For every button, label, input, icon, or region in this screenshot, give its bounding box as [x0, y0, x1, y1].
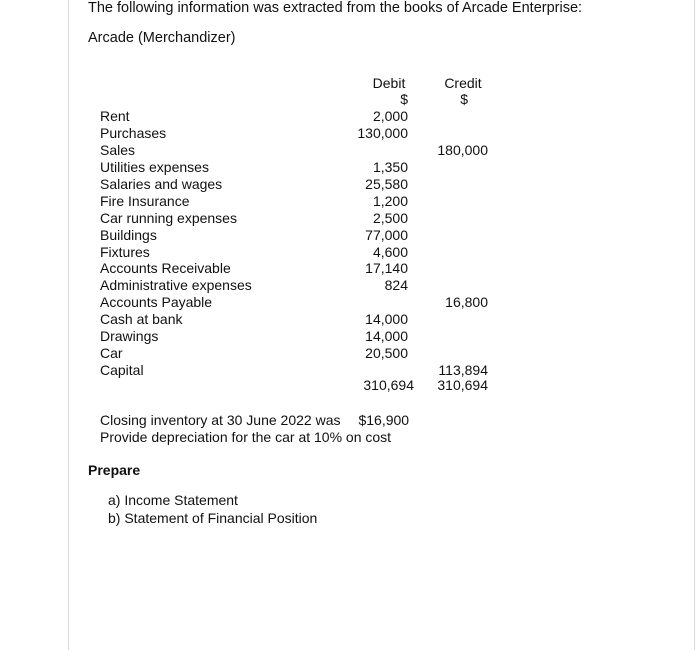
- debit-amount: 20,500: [365, 345, 408, 362]
- debit-amount: 25,580: [365, 175, 408, 192]
- debit-column-header: Debit: [372, 75, 406, 91]
- account-label: Rent: [100, 108, 130, 124]
- credit-currency-symbol: $: [460, 91, 468, 107]
- table-row: [100, 159, 500, 176]
- debit-amount: 2,500: [372, 209, 408, 226]
- totals-row: [100, 377, 500, 395]
- prepare-task-item: b) Statement of Financial Position: [108, 510, 318, 526]
- closing-inventory-amount: $16,900: [358, 412, 410, 428]
- closing-inventory-text: Closing inventory at 30 June 2022 was: [100, 412, 341, 428]
- debit-amount: 14,000: [365, 328, 408, 345]
- account-label: Salaries and wages: [100, 175, 223, 192]
- account-label: Drawings: [100, 328, 159, 345]
- credit-amount: 113,894: [438, 362, 488, 379]
- table-row: [100, 311, 500, 328]
- table-row: [100, 345, 500, 362]
- account-label: Car: [100, 345, 123, 362]
- account-label: Administrative expenses: [100, 277, 252, 294]
- account-label: Purchases: [100, 124, 167, 141]
- debit-total: 310,694: [363, 377, 414, 393]
- table-row: [100, 210, 500, 227]
- prepare-task-item: a) Income Statement: [108, 492, 238, 508]
- table-row: [100, 142, 500, 159]
- debit-amount: 1,200: [372, 192, 408, 209]
- debit-amount: 824: [384, 277, 408, 294]
- table-row: [100, 294, 500, 311]
- debit-amount: 1,350: [372, 158, 408, 175]
- debit-amount: 77,000: [365, 226, 408, 243]
- credit-column-header: Credit: [444, 75, 482, 91]
- table-row: [100, 108, 500, 125]
- account-label: Car running expenses: [100, 209, 237, 226]
- table-row: [100, 125, 500, 142]
- table-row: [100, 244, 500, 261]
- debit-currency-symbol: $: [400, 91, 408, 107]
- prepare-heading: Prepare: [88, 462, 141, 478]
- depreciation-note: Provide depreciation for the car at 10% on cost: [100, 429, 392, 445]
- intro-text: The following information was extracted from the books of Arcade Enterprise:: [88, 0, 583, 16]
- account-label: Accounts Receivable: [100, 260, 231, 277]
- debit-amount: 14,000: [365, 311, 408, 328]
- table-row: [100, 328, 500, 345]
- table-row: [100, 176, 500, 193]
- company-name: Arcade (Merchandizer): [88, 30, 236, 46]
- table-row: [100, 227, 500, 244]
- closing-inventory-note: [100, 412, 409, 428]
- account-label: Utilities expenses: [100, 158, 209, 175]
- account-label: Cash at bank: [100, 311, 183, 328]
- account-label: Sales: [100, 141, 136, 158]
- table-row: [100, 260, 500, 277]
- credit-amount: 180,000: [437, 141, 488, 158]
- prepare-task-list: [108, 492, 317, 528]
- debit-amount: 130,000: [357, 124, 408, 141]
- account-label: Buildings: [100, 226, 157, 243]
- debit-amount: 17,140: [365, 260, 408, 277]
- debit-amount: 2,000: [372, 108, 408, 124]
- credit-total: 310,694: [437, 377, 488, 393]
- debit-amount: 4,600: [372, 243, 408, 260]
- table-row: [100, 277, 500, 294]
- account-label: Fixtures: [100, 243, 150, 260]
- page-border-right: [694, 0, 695, 650]
- trial-balance-rows: [100, 108, 500, 379]
- credit-amount: 16,800: [445, 294, 488, 311]
- table-row: [100, 193, 500, 210]
- page-border-left: [68, 0, 69, 650]
- account-label: Capital: [100, 362, 144, 379]
- account-label: Accounts Payable: [100, 294, 213, 311]
- account-label: Fire Insurance: [100, 192, 190, 209]
